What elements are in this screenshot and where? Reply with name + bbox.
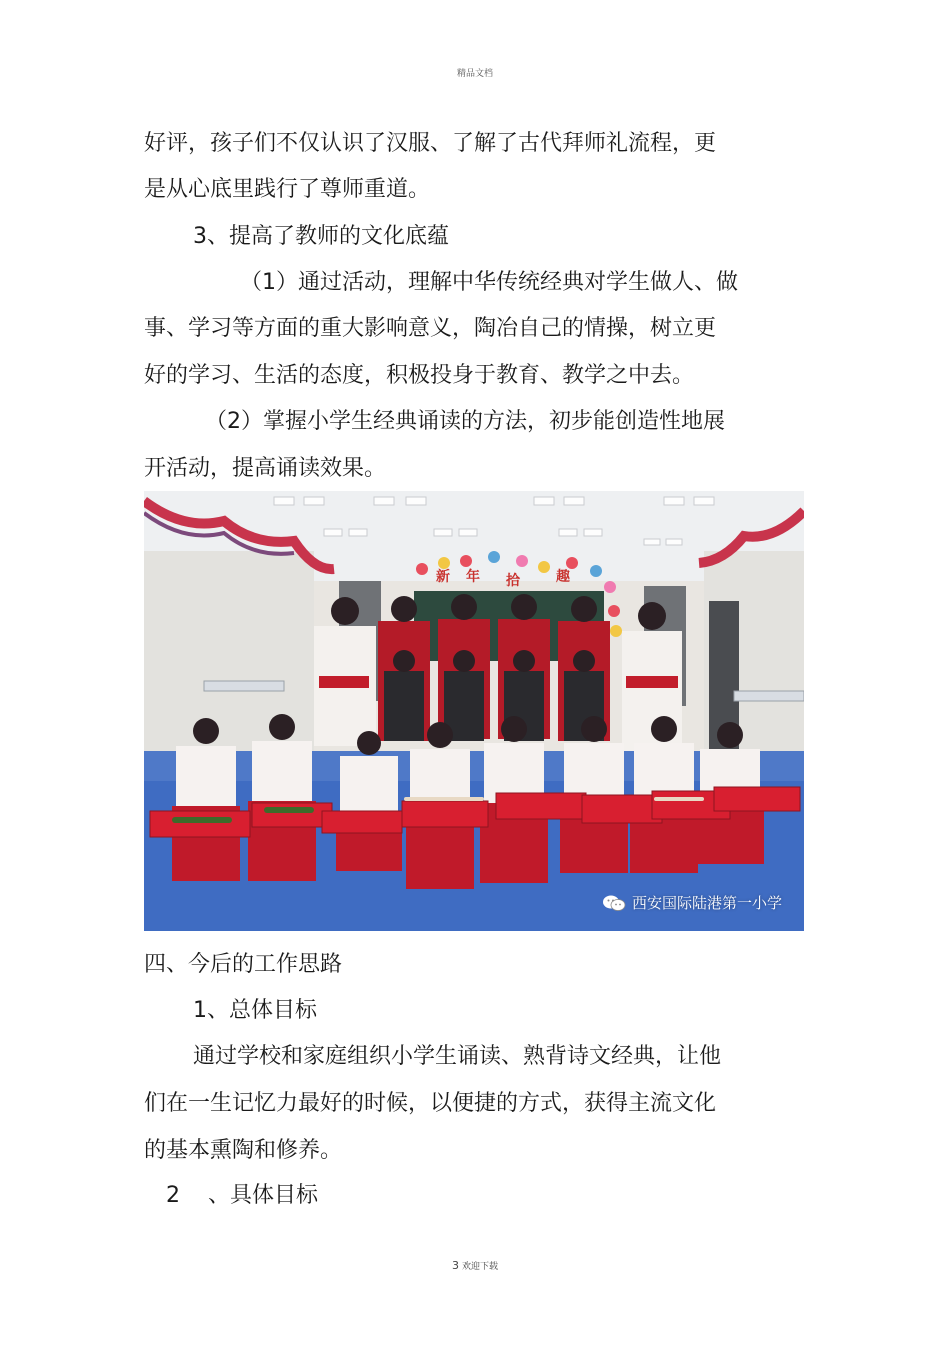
paragraph-line: 们在一生记忆力最好的时候，以便捷的方式，获得主流文化 bbox=[144, 1091, 717, 1116]
section-heading: 四、今后的工作思路 bbox=[144, 952, 343, 977]
paragraph-line: （2）掌握小学生经典诵读的方法，初步能创造性地展 bbox=[205, 409, 725, 434]
watermark-text: 西安国际陆港第一小学 bbox=[631, 894, 782, 912]
wechat-icon bbox=[602, 894, 626, 912]
page-footer bbox=[0, 1259, 950, 1272]
subheading-number: 2 bbox=[166, 1183, 180, 1208]
paragraph-line: 好评，孩子们不仅认识了汉服、了解了古代拜师礼流程，更 bbox=[144, 131, 717, 156]
page-number: 3 bbox=[451, 1259, 459, 1272]
banner-char: 拾 bbox=[506, 573, 520, 589]
classroom-photo bbox=[144, 491, 804, 931]
paragraph-line: 开活动，提高诵读效果。 bbox=[144, 456, 387, 481]
footer-text: 欢迎下载 bbox=[461, 1262, 498, 1272]
banner-char: 年 bbox=[466, 569, 480, 585]
banner-char: 新 bbox=[436, 569, 450, 585]
photo-watermark bbox=[602, 892, 782, 913]
paragraph-line: 是从心底里践行了尊师重道。 bbox=[144, 177, 431, 202]
page-header: 精品文档 bbox=[456, 69, 493, 79]
paragraph-line: 好的学习、生活的态度，积极投身于教育、教学之中去。 bbox=[144, 363, 695, 388]
banner-char: 趣 bbox=[556, 569, 570, 585]
paragraph-line: （1）通过活动，理解中华传统经典对学生做人、做 bbox=[240, 270, 738, 295]
paragraph-line: 通过学校和家庭组织小学生诵读、熟背诗文经典，让他 bbox=[193, 1044, 722, 1069]
subheading: 1、总体目标 bbox=[193, 998, 317, 1023]
subheading: 3、提高了教师的文化底蕴 bbox=[193, 224, 449, 249]
subheading: 、具体目标 bbox=[208, 1183, 319, 1208]
paragraph-line: 的基本熏陶和修养。 bbox=[144, 1138, 343, 1163]
paragraph-line: 事、学习等方面的重大影响意义，陶冶自己的情操，树立更 bbox=[144, 316, 717, 341]
